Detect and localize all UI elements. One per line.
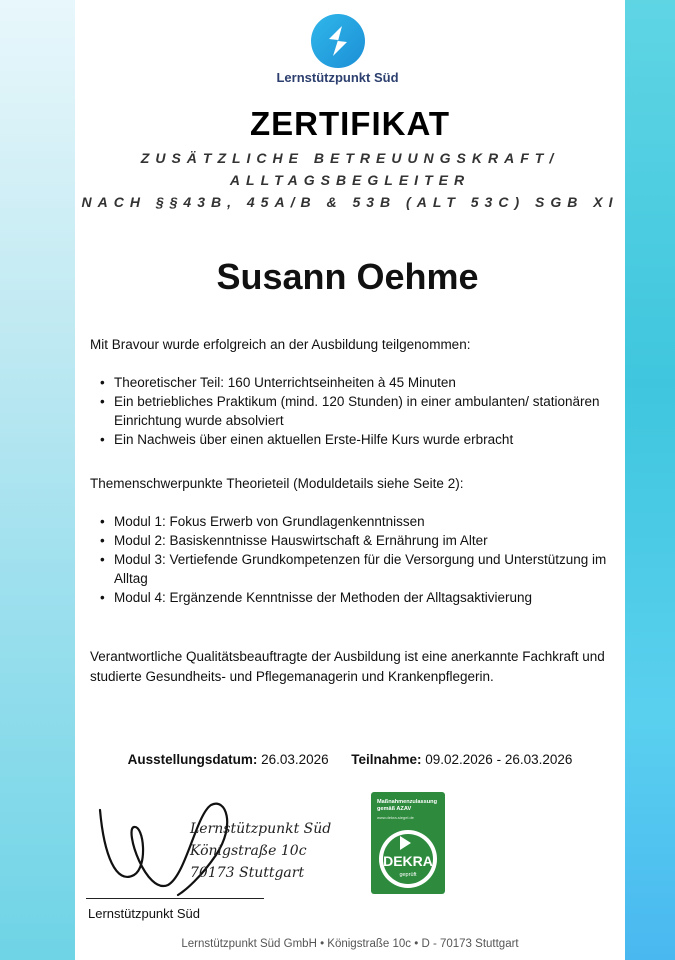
- list-item: • Ein Nachweis über einen aktuellen Erste-Hilfe Kurs wurde erbracht: [90, 430, 630, 449]
- modules-list: [90, 512, 630, 607]
- brand-name: Lernstützpunkt Süd: [276, 70, 399, 85]
- background-left: [0, 0, 75, 960]
- logo: [0, 14, 675, 68]
- svg-text:geprüft: geprüft: [399, 872, 417, 878]
- list-item: • Modul 4: Ergänzende Kenntnisse der Methoden der Alltagsaktivierung: [90, 588, 630, 607]
- responsible-text: Verantwortliche Qualitätsbeauftragte der Ausbildung ist eine anerkannte Fachkraft und studierte Gesundheits- und Pflegemanagerin und Krankenpflegerin.: [90, 649, 605, 684]
- issue-label: Ausstellungsdatum:: [127, 752, 258, 767]
- subtitle-line-1: ZUSÄTZLICHE BETREUUNGSKRAFT/: [140, 150, 560, 166]
- footer-address: Lernstützpunkt Süd GmbH • Königstraße 10c • D - 70173 Stuttgart: [181, 938, 519, 950]
- dekra-seal: [371, 792, 445, 894]
- stamp-line: Königstraße 10c: [190, 843, 307, 859]
- list-item: • Modul 3: Vertiefende Grundkompetenzen für die Versorgung und Unterstützung im Alltag: [90, 550, 630, 588]
- requirements-list: [90, 373, 630, 449]
- list-item: • Modul 2: Basiskenntnisse Hauswirtschaft & Ernährung im Alter: [90, 531, 630, 550]
- subtitle-line-3: NACH §§43B, 45A/B & 53B (ALT 53C) SGB XI: [81, 194, 619, 210]
- participation-label: Teilnahme:: [351, 752, 422, 767]
- participation-dates: 09.02.2026 - 26.03.2026: [425, 752, 573, 767]
- svg-text:gemäß AZAV: gemäß AZAV: [377, 806, 412, 812]
- stamp-line: Lernstützpunkt Süd: [190, 821, 332, 837]
- background-right: [625, 0, 675, 960]
- s-logo-icon: [311, 14, 365, 68]
- signature-line: [86, 898, 264, 899]
- certificate-title: ZERTIFIKAT: [249, 105, 451, 142]
- svg-text:Maßnahmenzulassung: Maßnahmenzulassung: [377, 799, 437, 805]
- address-stamp: [190, 818, 331, 884]
- stamp-line: 70173 Stuttgart: [190, 865, 305, 881]
- list-item: • Ein betriebliches Praktikum (mind. 120 Stunden) in einer ambulanten/ stationären Einrichtung wurde absolviert: [90, 392, 630, 430]
- svg-text:www.dekra-siegel.de: www.dekra-siegel.de: [377, 815, 414, 820]
- intro-text: Mit Bravour wurde erfolgreich an der Ausbildung teilgenommen:: [90, 337, 471, 352]
- modules-heading: Themenschwerpunkte Theorieteil (Moduldetails siehe Seite 2):: [90, 476, 464, 491]
- signature-caption: Lernstützpunkt Süd: [88, 906, 201, 921]
- list-item: • Theoretischer Teil: 160 Unterrichtseinheiten à 45 Minuten: [90, 373, 630, 392]
- subtitle-line-2: ALLTAGSBEGLEITER: [229, 172, 471, 188]
- issue-date: 26.03.2026: [261, 752, 329, 767]
- recipient-name: Susann Oehme: [216, 256, 479, 297]
- svg-text:DEKRA: DEKRA: [383, 853, 433, 869]
- dates-row: [0, 752, 675, 767]
- list-item: • Modul 1: Fokus Erwerb von Grundlagenkenntnissen: [90, 512, 630, 531]
